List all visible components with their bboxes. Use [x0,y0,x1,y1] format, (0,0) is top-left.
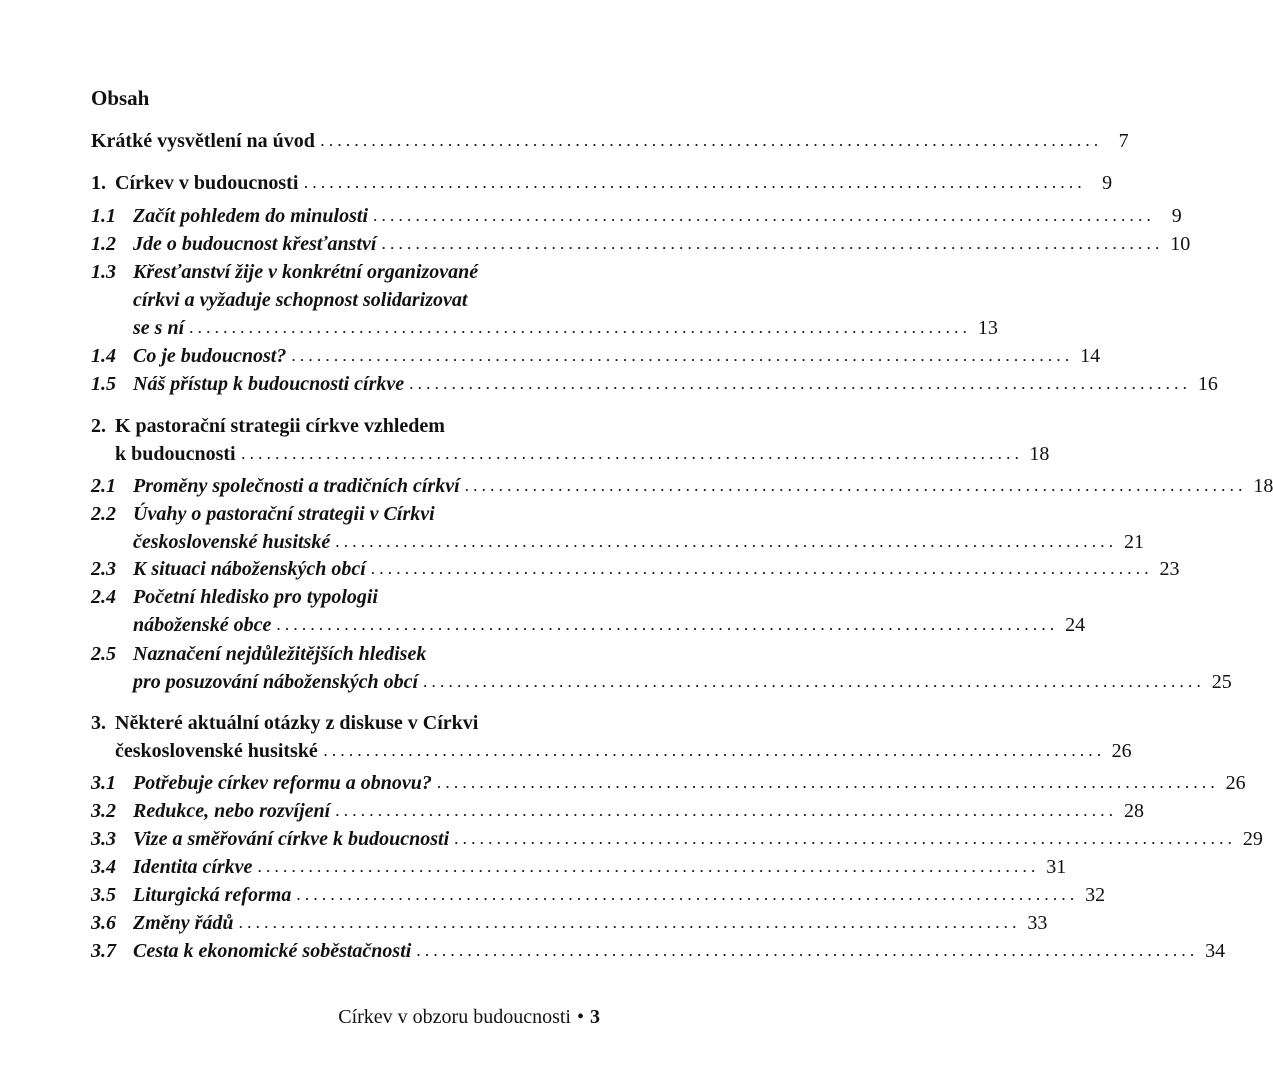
toc-page-number: 32 [1085,884,1106,906]
toc-entry[interactable] [91,937,1226,965]
toc-dot-leader: . . . . . . . . . . . . . . . . . . . . . . . . . . . . . . . . . . . . . . . . . . . . . . . . . . . . . . . . . . . . . . . . . . . . . . . . . . . . . . . . . . . . . . . . . . . . [336,535,1114,550]
footer-page-number: 3 [590,1006,600,1028]
toc-entry[interactable] [91,555,1180,583]
toc-entry[interactable] [91,370,1218,398]
toc-entry[interactable] [91,169,1113,197]
toc-dot-leader: . . . . . . . . . . . . . . . . . . . . . . . . . . . . . . . . . . . . . . . . . . . . . . . . . . . . . . . . . . . . . . . . . . . . . . . . . . . . . . . . . . . . . . . . . . . . [465,479,1244,494]
footer-separator: • [576,1006,584,1028]
toc-entry-title: Krátké vysvětlení na úvod [91,130,315,152]
toc-entry[interactable] [91,127,1129,155]
toc-entry-title: Jde o budoucnost křesťanství [133,233,377,255]
toc-entry-title: náboženské obce [133,614,272,636]
toc-entry-title: Křesťanství žije v konkrétní organizované [133,261,479,283]
toc-entry-title: Vize a směřování církve k budoucnosti [133,828,450,850]
toc-page-number: 26 [1225,772,1246,794]
toc-page-number: 9 [1171,205,1182,227]
toc-dot-leader: . . . . . . . . . . . . . . . . . . . . . . . . . . . . . . . . . . . . . . . . . . . . . . . . . . . . . . . . . . . . . . . . . . . . . . . . . . . . . . . . . . . . . . . . . . . . [410,377,1188,392]
toc-entry-title: Začít pohledem do minulosti [133,205,369,227]
toc-entry-title: K pastorační strategii církve vzhledem [115,415,445,437]
toc-dot-leader: . . . . . . . . . . . . . . . . . . . . . . . . . . . . . . . . . . . . . . . . . . . . . . . . . . . . . . . . . . . . . . . . . . . . . . . . . . . . . . . . . . . . . . . . . . . . [374,209,1152,224]
toc-dot-leader: . . . . . . . . . . . . . . . . . . . . . . . . . . . . . . . . . . . . . . . . . . . . . . . . . . . . . . . . . . . . . . . . . . . . . . . . . . . . . . . . . . . . . . . . . . . . [417,944,1196,959]
toc-entry-number: 3.7 [91,940,116,962]
toc-entry-title: k budoucnosti [115,443,236,465]
toc-entry-number: 2.5 [91,643,116,665]
toc-entry-title: československé husitské [133,531,331,553]
toc-entry[interactable] [91,230,1191,258]
toc-dot-leader: . . . . . . . . . . . . . . . . . . . . . . . . . . . . . . . . . . . . . . . . . . . . . . . . . . . . . . . . . . . . . . . . . . . . . . . . . . . . . . . . . . . . . . . . . . . . [424,675,1202,690]
toc-page-number: 25 [1211,671,1232,693]
toc-entry-title: Změny řádů [133,912,234,934]
toc-entry-number: 3.1 [91,772,116,794]
toc-entry-number: 1.3 [91,261,116,283]
toc-entry-number: 1.5 [91,373,116,395]
toc-page-number: 26 [1111,740,1132,762]
toc-entry-title: Náš přístup k budoucnosti církve [133,373,405,395]
toc-entry[interactable] [91,797,1144,825]
toc-page-number: 31 [1046,856,1067,878]
toc-entry-title: Početní hledisko pro typologii [133,586,378,608]
toc-entry-number: 1.4 [91,345,116,367]
toc-page-number: 14 [1080,345,1101,367]
toc-entry[interactable] [91,709,1132,765]
toc-dot-leader: . . . . . . . . . . . . . . . . . . . . . . . . . . . . . . . . . . . . . . . . . . . . . . . . . . . . . . . . . . . . . . . . . . . . . . . . . . . . . . . . . . . . . . . . . . . . [277,618,1056,633]
toc-page-number: 10 [1170,233,1191,255]
toc-dot-leader: . . . . . . . . . . . . . . . . . . . . . . . . . . . . . . . . . . . . . . . . . . . . . . . . . . . . . . . . . . . . . . . . . . . . . . . . . . . . . . . . . . . . . . . . . . . . [371,562,1150,577]
toc-dot-leader: . . . . . . . . . . . . . . . . . . . . . . . . . . . . . . . . . . . . . . . . . . . . . . . . . . . . . . . . . . . . . . . . . . . . . . . . . . . . . . . . . . . . . . . . . . . . [323,744,1102,759]
toc-entry[interactable] [91,881,1106,909]
toc-entry-title: Úvahy o pastorační strategii v Církvi [133,503,435,525]
toc-page-number: 29 [1242,828,1263,850]
toc-dot-leader: . . . . . . . . . . . . . . . . . . . . . . . . . . . . . . . . . . . . . . . . . . . . . . . . . . . . . . . . . . . . . . . . . . . . . . . . . . . . . . . . . . . . . . . . . . . . [437,776,1216,791]
toc-page-number: 28 [1123,800,1144,822]
toc-entry-title: Církev v budoucnosti [115,172,299,194]
toc-page-number: 23 [1159,558,1180,580]
toc-entry-title: Naznačení nejdůležitějších hledisek [133,643,427,665]
toc-dot-leader: . . . . . . . . . . . . . . . . . . . . . . . . . . . . . . . . . . . . . . . . . . . . . . . . . . . . . . . . . . . . . . . . . . . . . . . . . . . . . . . . . . . . . . . . . . . . [455,832,1233,847]
toc-entry-number: 3.3 [91,828,116,850]
toc-page-number: 9 [1102,172,1113,194]
toc-entry[interactable] [91,472,1273,500]
footer-book-title: Církev v obzoru budoucnosti [338,1006,571,1028]
toc-entry[interactable] [91,412,1050,468]
toc-entry-title: Potřebuje církev reformu a obnovu? [133,772,432,794]
toc-entry-number: 3. [91,712,106,734]
toc-entry-title: československé husitské [115,740,318,762]
toc-entry-number: 3.4 [91,856,116,878]
toc-entry-title: Cesta k ekonomické soběstačnosti [133,940,412,962]
toc-page-number: 13 [977,317,998,339]
toc-page-number: 21 [1123,531,1144,553]
toc-entry-title: pro posuzování náboženských obcí [133,671,419,693]
toc-entry-title: Proměny společnosti a tradičních církví [133,475,460,497]
toc-entry-title: K situaci náboženských obcí [133,558,366,580]
toc-entry-title: Některé aktuální otázky z diskuse v Církvi [115,712,479,734]
toc-dot-leader: . . . . . . . . . . . . . . . . . . . . . . . . . . . . . . . . . . . . . . . . . . . . . . . . . . . . . . . . . . . . . . . . . . . . . . . . . . . . . . . . . . . . . . . . . . . . [292,349,1071,364]
toc-dot-leader: . . . . . . . . . . . . . . . . . . . . . . . . . . . . . . . . . . . . . . . . . . . . . . . . . . . . . . . . . . . . . . . . . . . . . . . . . . . . . . . . . . . . . . . . . . . . [297,888,1076,903]
toc-page-number: 7 [1118,130,1129,152]
toc-dot-leader: . . . . . . . . . . . . . . . . . . . . . . . . . . . . . . . . . . . . . . . . . . . . . . . . . . . . . . . . . . . . . . . . . . . . . . . . . . . . . . . . . . . . . . . . . . . . [336,804,1114,819]
running-footer [338,1006,600,1029]
toc-entry-number: 2.3 [91,558,116,580]
toc-dot-leader: . . . . . . . . . . . . . . . . . . . . . . . . . . . . . . . . . . . . . . . . . . . . . . . . . . . . . . . . . . . . . . . . . . . . . . . . . . . . . . . . . . . . . . . . . . . . [304,176,1083,191]
toc-entry-title: se s ní [133,317,185,339]
toc-entry-number: 2.4 [91,586,116,608]
toc-entry[interactable] [91,825,1263,853]
toc-dot-leader: . . . . . . . . . . . . . . . . . . . . . . . . . . . . . . . . . . . . . . . . . . . . . . . . . . . . . . . . . . . . . . . . . . . . . . . . . . . . . . . . . . . . . . . . . . . . [241,447,1020,462]
toc-page-number: 24 [1065,614,1086,636]
toc-entry-number: 1. [91,172,106,194]
toc-entry-title: Identita církve [133,856,253,878]
toc-entry-number: 2. [91,415,106,437]
toc-dot-leader: . . . . . . . . . . . . . . . . . . . . . . . . . . . . . . . . . . . . . . . . . . . . . . . . . . . . . . . . . . . . . . . . . . . . . . . . . . . . . . . . . . . . . . . . . . . . [239,916,1018,931]
toc-dot-leader: . . . . . . . . . . . . . . . . . . . . . . . . . . . . . . . . . . . . . . . . . . . . . . . . . . . . . . . . . . . . . . . . . . . . . . . . . . . . . . . . . . . . . . . . . . . . [382,237,1161,252]
toc-entry-number: 3.6 [91,912,116,934]
toc-entry-number: 2.1 [91,475,116,497]
toc-entry[interactable] [91,202,1182,230]
toc-page-number: 16 [1197,373,1218,395]
toc-entry[interactable] [91,853,1067,881]
toc-entry[interactable] [91,640,1232,696]
toc-entry[interactable] [91,342,1101,370]
toc-entry[interactable] [91,258,998,342]
toc-entry-number: 1.2 [91,233,116,255]
toc-entry-title: Liturgická reforma [133,884,292,906]
toc-entry[interactable] [91,909,1048,937]
toc-dot-leader: . . . . . . . . . . . . . . . . . . . . . . . . . . . . . . . . . . . . . . . . . . . . . . . . . . . . . . . . . . . . . . . . . . . . . . . . . . . . . . . . . . . . . . . . . . . . [320,134,1099,149]
toc-dot-leader: . . . . . . . . . . . . . . . . . . . . . . . . . . . . . . . . . . . . . . . . . . . . . . . . . . . . . . . . . . . . . . . . . . . . . . . . . . . . . . . . . . . . . . . . . . . . [190,321,968,336]
toc-entry-title: Co je budoucnost? [133,345,287,367]
toc-page-number: 18 [1029,443,1050,465]
toc-page-number: 34 [1205,940,1226,962]
page-title: Obsah [91,86,150,110]
toc-page-number: 33 [1027,912,1048,934]
toc-entry-number: 3.2 [91,800,116,822]
toc-entry[interactable] [91,769,1246,797]
toc-page-number: 18 [1253,475,1273,497]
toc-dot-leader: . . . . . . . . . . . . . . . . . . . . . . . . . . . . . . . . . . . . . . . . . . . . . . . . . . . . . . . . . . . . . . . . . . . . . . . . . . . . . . . . . . . . . . . . . . . . [258,860,1037,875]
toc-entry-number: 1.1 [91,205,116,227]
toc-entry-number: 3.5 [91,884,116,906]
toc-entry-title: Redukce, nebo rozvíjení [133,800,331,822]
toc-entry-number: 2.2 [91,503,116,525]
toc-entry[interactable] [91,583,1086,639]
toc-entry-title: církvi a vyžaduje schopnost solidarizovat [133,289,468,311]
toc-entry[interactable] [91,500,1144,556]
